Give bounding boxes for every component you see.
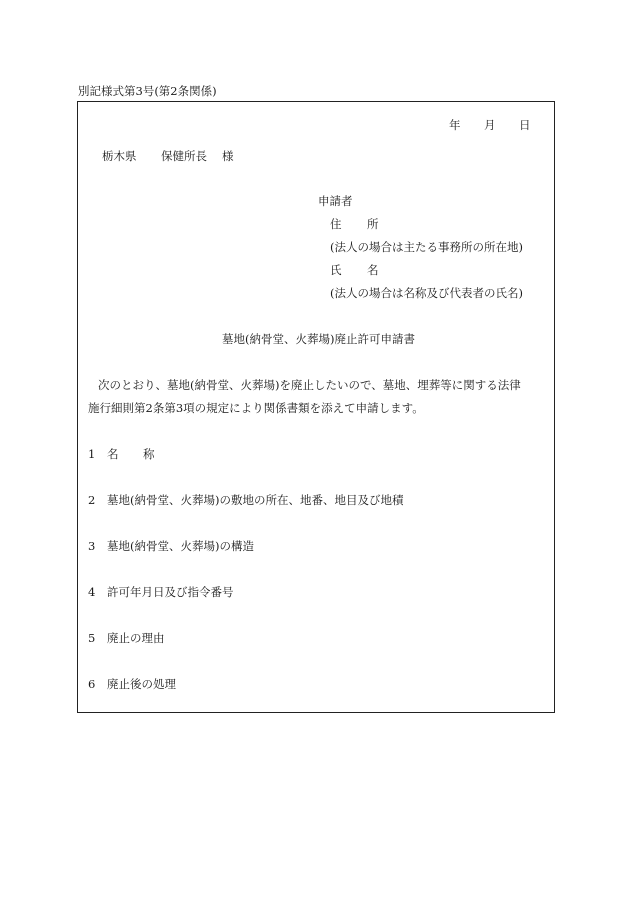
item-number-3: 3 bbox=[88, 539, 96, 553]
item-number-5: 5 bbox=[88, 631, 96, 645]
address-label-first: 住 bbox=[330, 217, 342, 231]
document-title: 墓地(納骨堂、火葬場)廃止許可申請書 bbox=[222, 332, 415, 346]
item-number-1: 1 bbox=[88, 447, 96, 461]
item-2-text: 墓地(納骨堂、火葬場)の敷地の所在、地番、地目及び地積 bbox=[107, 493, 404, 507]
date-month: 月 bbox=[484, 118, 496, 132]
item-6-text: 廃止後の処理 bbox=[107, 677, 176, 691]
addressee-office: 保健所長 bbox=[161, 149, 207, 163]
item-3-text: 墓地(納骨堂、火葬場)の構造 bbox=[107, 539, 254, 553]
date-year: 年 bbox=[449, 118, 461, 132]
body-text-line-2: 施行細則第2条第3項の規定により関係書類を添えて申請します。 bbox=[88, 401, 424, 415]
address-label-second: 所 bbox=[367, 217, 379, 231]
date-day: 日 bbox=[519, 118, 531, 132]
item-5-text: 廃止の理由 bbox=[107, 631, 165, 645]
item-1-text-first: 名 bbox=[107, 447, 119, 461]
item-4-text: 許可年月日及び指令番号 bbox=[107, 585, 234, 599]
item-number-6: 6 bbox=[88, 677, 96, 691]
body-text-line-1: 次のとおり、墓地(納骨堂、火葬場)を廃止したいので、墓地、埋葬等に関する法律 bbox=[98, 378, 521, 392]
name-note: (法人の場合は名称及び代表者の氏名) bbox=[330, 286, 523, 300]
item-1-text-second: 称 bbox=[143, 447, 155, 461]
addressee-honorific: 様 bbox=[222, 149, 234, 163]
item-number-2: 2 bbox=[88, 493, 96, 507]
name-label-first: 氏 bbox=[330, 263, 342, 277]
name-label-second: 名 bbox=[367, 263, 379, 277]
item-number-4: 4 bbox=[88, 585, 96, 599]
form-label: 別記様式第3号(第2条関係) bbox=[78, 84, 217, 98]
addressee-prefecture: 栃木県 bbox=[102, 149, 137, 163]
address-note: (法人の場合は主たる事務所の所在地) bbox=[330, 240, 523, 254]
applicant-heading: 申請者 bbox=[318, 194, 353, 208]
